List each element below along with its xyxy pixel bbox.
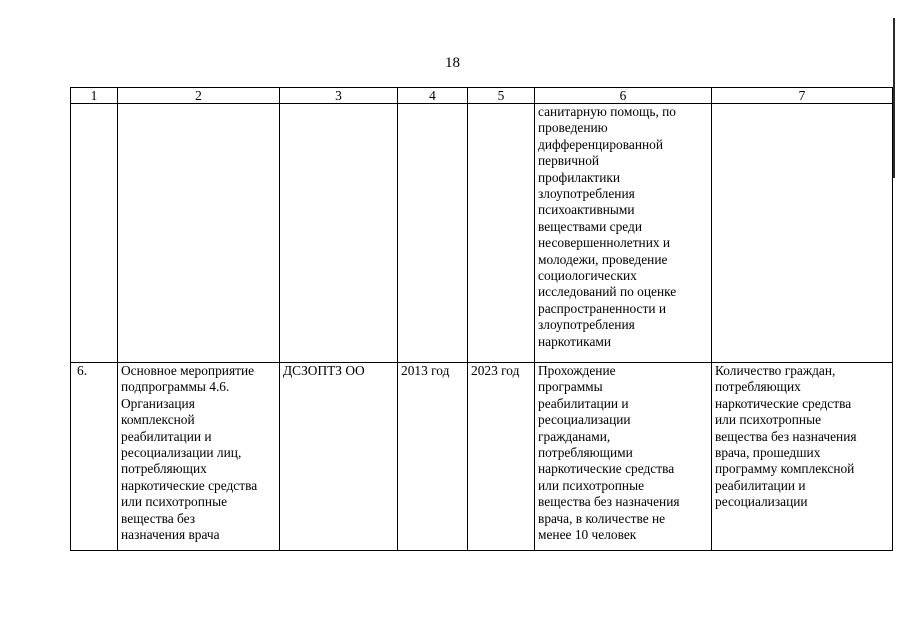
expected-result: Прохождение программы реабилитации и ресоциализации гражданами, потребляющими наркотические средства или психотропные вещества без назначения врача, в количестве не менее 10 человек bbox=[535, 363, 712, 551]
program-table bbox=[70, 87, 893, 551]
column-header: 5 bbox=[468, 88, 535, 104]
page-number: 18 bbox=[445, 55, 460, 71]
table-cell-description: санитарную помощь, по проведению дифференцированной первичной профилактики злоупотребления психоактивными веществами среди несовершеннолетних и молодежи, проведение социологических исследований по оценке распространенности и злоупотребления наркотиками bbox=[535, 104, 712, 363]
page-edge-line bbox=[893, 18, 895, 178]
column-header: 7 bbox=[712, 88, 893, 104]
column-header: 1 bbox=[71, 88, 118, 104]
column-header: 6 bbox=[535, 88, 712, 104]
table-cell bbox=[398, 104, 468, 363]
table-row bbox=[71, 363, 893, 551]
table-row-continued bbox=[71, 104, 893, 363]
activity-name: Основное мероприятие подпрограммы 4.6. Организация комплексной реабилитации и ресоциализации лиц, потребляющих наркотические средства или психотропные вещества без назначения врача bbox=[118, 363, 280, 551]
start-year: 2013 год bbox=[398, 363, 468, 551]
table-cell bbox=[468, 104, 535, 363]
table-cell bbox=[118, 104, 280, 363]
indicator: Количество граждан, потребляющих наркотические средства или психотропные вещества без назначения врача, прошедших программу комплексной реабилитации и ресоциализации bbox=[712, 363, 893, 551]
executor: ДСЗОПТЗ ОО bbox=[280, 363, 398, 551]
table-cell bbox=[712, 104, 893, 363]
row-number: 6. bbox=[71, 363, 118, 551]
column-header: 3 bbox=[280, 88, 398, 104]
column-header: 4 bbox=[398, 88, 468, 104]
column-header: 2 bbox=[118, 88, 280, 104]
end-year: 2023 год bbox=[468, 363, 535, 551]
table-header-row bbox=[71, 88, 893, 104]
table-cell bbox=[71, 104, 118, 363]
table-cell bbox=[280, 104, 398, 363]
